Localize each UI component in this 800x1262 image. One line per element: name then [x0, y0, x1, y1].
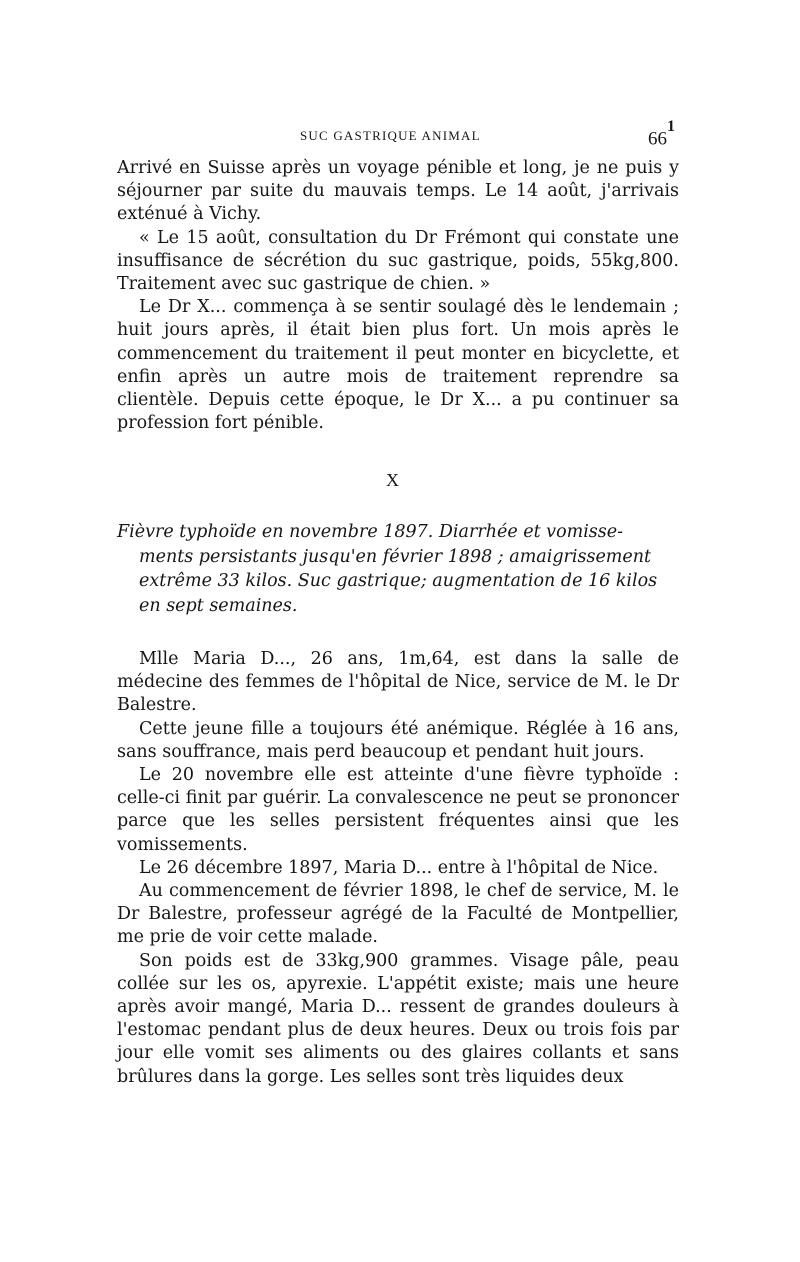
summary-line: extrême 33 kilos. Suc gastrique; augmentation de 16 kilos — [139, 571, 658, 591]
summary-line: Fièvre typhoïde en novembre 1897. Diarrhée et vomisse- — [117, 522, 624, 542]
paragraph: Son poids est de 33kg,900 grammes. Visage pâle, peau collée sur les os, apyrexie. L'appétit existe; mais une heure après avoir mangé, Maria D... ressent de grandes douleurs à l'estomac pendant plus de deux heures. Deux ou trois fois par jour elle vomit ses aliments ou des glaires collants et sans brûlures dans la gorge. Les selles sont très liquides deux — [117, 950, 679, 1087]
page-mark: 1 — [667, 118, 675, 135]
paragraph: Le 26 décembre 1897, Maria D... entre à l'hôpital de Nice. — [139, 857, 659, 878]
paragraph: Au commencement de février 1898, le chef de service, M. le Dr Balestre, professeur agrégé de la Faculté de Montpellier, me prie de voir cette malade. — [117, 881, 679, 948]
running-head — [0, 118, 800, 152]
summary-line: ments persistants jusqu'en février 1898 ; amaigrissement — [139, 546, 652, 567]
body-text-bottom — [117, 648, 679, 1089]
page-number — [648, 118, 675, 150]
paragraph: Arrivé en Suisse après un voyage pénible et long, je ne puis y séjourner par suite du mauvais temps. Le 14 août, j'arrivais exténué à Vichy. — [117, 158, 679, 225]
paragraph: Le 20 novembre elle est atteinte d'une fièvre typhoïde : celle-ci finit par guérir. La convalescence ne peut se prononcer parce que les selles persistent fréquentes ainsi que les vomissements. — [117, 765, 679, 855]
case-summary — [117, 520, 679, 618]
summary-line: en sept semaines. — [139, 595, 298, 616]
running-head-title: SUC GASTRIQUE ANIMAL — [300, 128, 481, 143]
paragraph: Mlle Maria D..., 26 ans, 1m,64, est dans la salle de médecine des femmes de l'hôpital de Nice, service de M. le Dr Balestre. — [117, 649, 679, 716]
paragraph: « Le 15 août, consultation du Dr Frémont qui constate une insuffisance de sécrétion du suc gastrique, poids, 55kg,800. Traitement avec suc gastrique de chien. » — [117, 227, 679, 295]
page-number-value: 66 — [648, 128, 667, 150]
paragraph: Le Dr X... commença à se sentir soulagé dès le lendemain ; huit jours après, il était bien plus fort. Un mois après le commencement du traitement il peut monter en bicyclette, et enfin après un autre mois de traitement reprendre sa clientèle. Depuis cette époque, le Dr X... a pu continuer sa profession fort pénible. — [117, 297, 679, 434]
body-text-top — [117, 157, 679, 435]
section-number: X — [386, 470, 399, 490]
paragraph: Cette jeune fille a toujours été anémique. Réglée à 16 ans, sans souffrance, mais perd beaucoup et pendant huit jours. — [117, 718, 679, 762]
